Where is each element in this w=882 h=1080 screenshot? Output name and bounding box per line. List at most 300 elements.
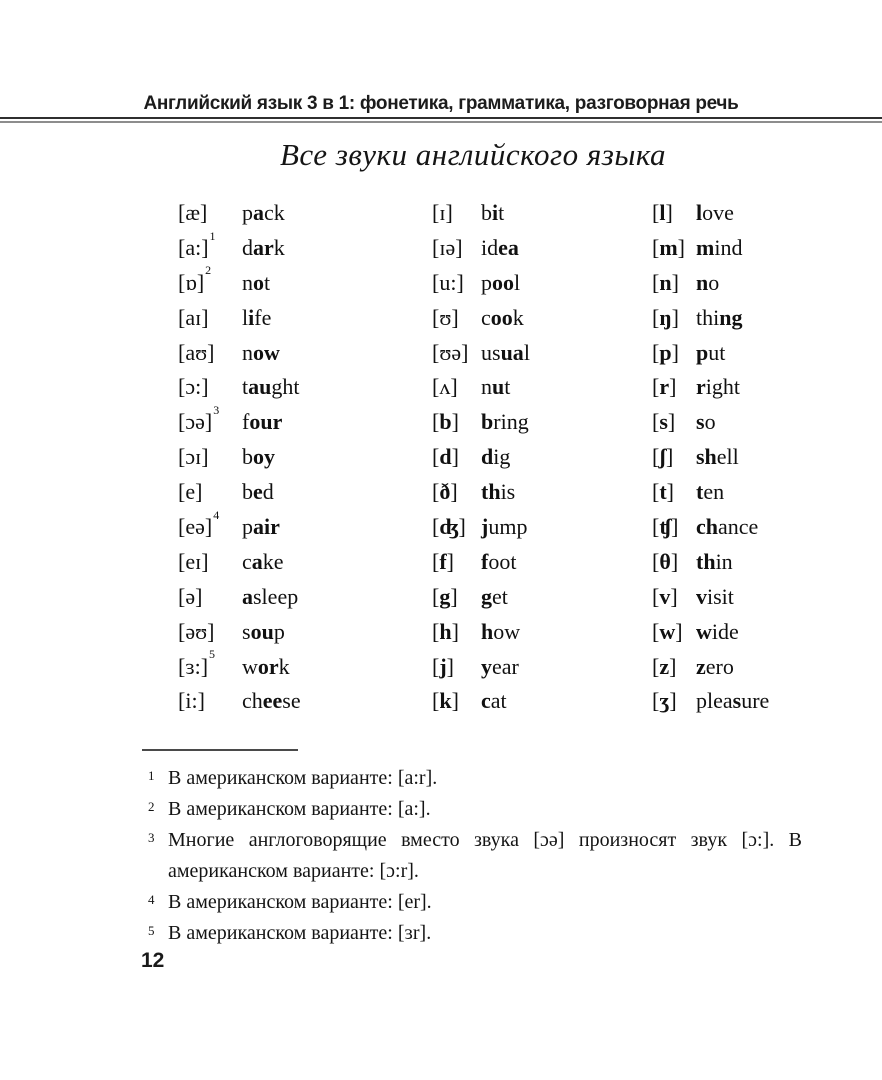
sound-row	[652, 475, 878, 510]
sound-row	[178, 615, 432, 650]
example-word	[696, 615, 739, 650]
sound-row	[652, 615, 878, 650]
bracket-close: ]	[450, 374, 458, 400]
sound-row	[432, 405, 652, 440]
phonetic-symbol	[178, 684, 242, 719]
sound-row	[652, 510, 878, 545]
example-word	[481, 266, 520, 301]
phonetic-symbol	[432, 475, 481, 510]
bracket-close: ]	[451, 444, 459, 470]
word-plain-part: at	[490, 688, 507, 714]
word-bold-part: a	[242, 583, 253, 609]
bracket-close: ]	[450, 583, 458, 609]
bracket-close: ]	[670, 548, 679, 574]
symbol-letters: w	[659, 618, 676, 644]
symbol-letters: m	[659, 234, 678, 260]
bracket-open: [	[432, 514, 440, 540]
example-word	[481, 301, 524, 336]
example-word	[242, 440, 275, 475]
word-bold-part: ou	[250, 618, 274, 644]
sound-row	[178, 228, 432, 266]
bracket-open: [	[432, 409, 440, 435]
footnote	[146, 918, 802, 949]
word-bold-part: ar	[253, 234, 274, 260]
sound-row	[432, 650, 652, 685]
word-plain-part: ide	[711, 618, 739, 644]
word-plain-part: ow	[493, 618, 521, 644]
bracket-close: ]	[201, 548, 209, 574]
symbol-letters: p	[659, 339, 672, 365]
word-bold-part: s	[696, 409, 705, 435]
symbol-letters: ɔɪ	[185, 444, 202, 470]
example-word	[696, 405, 716, 440]
word-plain-part: p	[273, 618, 285, 644]
example-word	[242, 684, 301, 719]
bracket-open: [	[652, 339, 660, 365]
phonetic-symbol	[178, 475, 242, 510]
word-plain-part: k	[273, 234, 285, 260]
sound-row	[652, 580, 878, 615]
sound-row	[178, 580, 432, 615]
phonetic-symbol	[432, 231, 481, 266]
bracket-open: [	[178, 479, 186, 505]
sound-row	[178, 336, 432, 371]
bracket-close: ]	[458, 514, 466, 540]
symbol-letters: æ	[185, 200, 201, 225]
bracket-open: [	[178, 269, 186, 295]
phonetic-symbol	[178, 580, 242, 615]
word-bold-part: c	[481, 688, 491, 714]
example-word	[481, 231, 519, 266]
symbol-letters: u:	[439, 269, 457, 295]
phonetic-symbol	[178, 336, 242, 371]
word-plain-part: ump	[488, 514, 528, 540]
sound-row	[652, 231, 878, 266]
sound-row	[652, 301, 878, 336]
bracket-open: [	[178, 234, 186, 260]
word-plain-part: s	[242, 618, 251, 644]
footnote	[146, 825, 802, 887]
footnotes	[146, 763, 802, 949]
word-bold-part: v	[696, 583, 707, 609]
bracket-open: [	[432, 234, 440, 260]
word-plain-part: in	[715, 548, 733, 574]
sound-row	[178, 405, 432, 440]
word-bold-part: oo	[492, 269, 514, 295]
example-word	[481, 650, 519, 685]
word-bold-part: ee	[262, 688, 283, 714]
sound-row	[432, 545, 652, 580]
phonetic-symbol	[432, 301, 481, 336]
symbol-letters: ʒ	[659, 688, 670, 714]
symbol-letters: h	[439, 618, 452, 644]
word-bold-part: or	[257, 653, 279, 679]
word-plain-part: fe	[254, 304, 272, 330]
word-bold-part: ua	[500, 339, 524, 365]
word-plain-part: ck	[264, 200, 285, 225]
bracket-close: ]	[677, 234, 685, 260]
symbol-letters: ɪə	[439, 234, 456, 260]
bracket-close: ]	[200, 653, 209, 679]
example-word	[696, 196, 734, 231]
phonetic-symbol	[178, 370, 242, 405]
phonetic-symbol	[178, 196, 242, 231]
phonetic-symbol	[652, 370, 696, 405]
word-plain-part: t	[264, 269, 271, 295]
bracket-close: ]	[671, 304, 679, 330]
bracket-close: ]	[456, 269, 464, 295]
phonetic-symbol	[178, 507, 242, 545]
word-plain-part: c	[481, 304, 491, 330]
word-plain-part: ell	[716, 444, 739, 470]
phonetic-symbol	[432, 545, 481, 580]
bracket-close: ]	[195, 479, 203, 505]
bracket-open: [	[652, 409, 660, 435]
bracket-close: ]	[451, 618, 459, 644]
word-bold-part: z	[696, 653, 706, 679]
symbol-letters: z	[659, 653, 670, 679]
bracket-open: [	[178, 444, 186, 470]
symbol-letters: ɜ:	[185, 653, 201, 679]
footnote	[146, 794, 802, 825]
example-word	[481, 196, 504, 231]
word-plain-part: ig	[493, 444, 511, 470]
footnote-marker: 4	[148, 892, 155, 907]
symbol-letters: j	[439, 653, 447, 679]
bracket-open: [	[432, 688, 440, 714]
bracket-open: [	[178, 339, 186, 365]
bracket-close: ]	[455, 234, 463, 260]
word-bold-part: ow	[253, 339, 280, 365]
phonetic-symbol	[652, 510, 696, 545]
bracket-open: [	[432, 374, 440, 400]
phonetic-symbol	[178, 615, 242, 650]
example-word	[242, 370, 300, 405]
bracket-close: ]	[207, 339, 215, 365]
phonetic-symbol	[432, 615, 481, 650]
sound-row	[432, 370, 652, 405]
phonetic-symbol	[178, 545, 242, 580]
symbol-letters: θ	[659, 548, 671, 574]
example-word	[242, 545, 284, 580]
symbol-letters: aʊ	[185, 339, 208, 365]
symbol-letters: ʊ	[439, 304, 452, 330]
word-bold-part: m	[696, 234, 715, 260]
sound-row	[652, 650, 878, 685]
phonetic-symbol	[652, 231, 696, 266]
symbol-letters: ɒ	[185, 269, 197, 295]
phonetic-symbol	[652, 475, 696, 510]
word-bold-part: a	[253, 200, 264, 225]
bracket-open: [	[652, 688, 660, 714]
example-word	[242, 615, 285, 650]
bracket-open: [	[432, 479, 440, 505]
sound-row	[432, 510, 652, 545]
bracket-open: [	[652, 583, 660, 609]
phonetic-symbol	[652, 196, 696, 231]
word-plain-part: sleep	[253, 583, 299, 609]
phonetic-symbol	[178, 263, 242, 301]
word-plain-part: n	[242, 339, 253, 365]
sound-row	[652, 196, 878, 231]
bracket-close: ]	[450, 479, 458, 505]
symbol-letters: ʤ	[439, 514, 459, 540]
word-plain-part: t	[504, 374, 511, 400]
symbol-letters: ʃ	[659, 444, 666, 470]
bracket-open: [	[432, 653, 440, 679]
bracket-close: ]	[196, 269, 205, 295]
sound-row	[432, 684, 652, 719]
phonetic-symbol	[178, 440, 242, 475]
page-title: Все звуки английского языка	[279, 137, 667, 172]
word-plain-part: t	[242, 374, 249, 400]
example-word	[481, 580, 508, 615]
symbol-letters: ŋ	[659, 304, 672, 330]
phonetic-symbol	[652, 684, 696, 719]
symbol-letters: əʊ	[185, 618, 208, 644]
word-plain-part: l	[514, 269, 521, 295]
sound-row	[432, 231, 652, 266]
symbol-letters: ɪ	[439, 200, 446, 225]
word-bold-part: g	[481, 583, 492, 609]
bracket-open: [	[178, 514, 186, 540]
example-word	[696, 336, 725, 371]
phonetic-symbol	[652, 440, 696, 475]
word-plain-part: n	[242, 269, 253, 295]
bracket-open: [	[652, 548, 660, 574]
example-word	[696, 231, 742, 266]
bracket-close: ]	[665, 444, 674, 470]
phonetic-symbol	[432, 650, 481, 685]
phonetic-symbol	[652, 301, 696, 336]
symbol-letters: ʌ	[439, 374, 451, 400]
example-word	[242, 196, 285, 231]
footnote-ref: 4	[213, 507, 220, 522]
example-word	[242, 336, 280, 371]
example-word	[696, 650, 734, 685]
word-plain-part: is	[500, 479, 516, 505]
phonetic-symbol	[432, 580, 481, 615]
word-plain-part: o	[708, 269, 720, 295]
word-plain-part: c	[242, 548, 252, 574]
bracket-open: [	[652, 200, 660, 225]
footnote	[146, 763, 802, 794]
footnote-ref: 5	[209, 647, 216, 662]
word-plain-part: us	[481, 339, 501, 365]
footnote-ref: 1	[209, 228, 216, 243]
phonetic-symbol	[652, 405, 696, 440]
bracket-close: ]	[446, 548, 454, 574]
word-plain-part: f	[242, 409, 250, 435]
word-bold-part: w	[696, 618, 712, 644]
footnote-text: В американском варианте: [ɜr].	[168, 922, 432, 944]
bracket-open: [	[652, 444, 660, 470]
sound-row	[178, 440, 432, 475]
example-word	[696, 580, 734, 615]
example-word	[242, 580, 298, 615]
symbol-letters: v	[659, 583, 671, 609]
example-word	[481, 475, 515, 510]
footnotes-separator	[142, 749, 298, 751]
word-bold-part: air	[253, 514, 280, 540]
bracket-close: ]	[667, 409, 676, 435]
sound-row	[432, 196, 652, 231]
word-bold-part: b	[481, 409, 494, 435]
phonetic-symbol	[432, 510, 481, 545]
symbol-letters: eə	[185, 514, 205, 540]
word-bold-part: j	[481, 514, 489, 540]
page-number: 12	[141, 949, 165, 972]
symbol-letters: n	[659, 269, 672, 295]
phonetic-symbol	[432, 370, 481, 405]
phonetic-symbol	[178, 647, 242, 685]
word-bold-part: th	[696, 548, 716, 574]
word-plain-part: p	[242, 200, 253, 225]
word-plain-part: ure	[741, 688, 770, 714]
bracket-open: [	[652, 479, 660, 505]
example-word	[481, 440, 510, 475]
phonetic-symbol	[178, 228, 242, 266]
sound-row	[178, 545, 432, 580]
example-word	[481, 615, 520, 650]
word-plain-part: ut	[708, 339, 726, 365]
symbol-letters: eɪ	[185, 548, 202, 574]
example-word	[242, 405, 282, 440]
sound-column	[432, 196, 652, 719]
bracket-open: [	[652, 304, 660, 330]
word-bold-part: i	[248, 304, 255, 330]
example-word	[696, 370, 740, 405]
bracket-open: [	[432, 304, 440, 330]
phonetic-symbol	[652, 545, 696, 580]
example-word	[242, 510, 280, 545]
sound-row	[178, 647, 432, 685]
word-bold-part: our	[249, 409, 283, 435]
sound-row	[652, 370, 878, 405]
symbol-letters: e	[185, 479, 196, 505]
bracket-close: ]	[671, 514, 679, 540]
phonetic-symbol	[652, 650, 696, 685]
bracket-close: ]	[451, 304, 459, 330]
footnote-ref: 2	[205, 263, 212, 278]
sound-row	[178, 370, 432, 405]
example-word	[481, 336, 530, 371]
bracket-close: ]	[445, 200, 453, 225]
word-bold-part: ea	[498, 234, 519, 260]
word-plain-part: b	[481, 200, 492, 225]
word-bold-part: oy	[253, 444, 275, 470]
example-word	[481, 510, 527, 545]
word-bold-part: sh	[696, 444, 717, 470]
bracket-close: ]	[669, 688, 677, 714]
symbol-letters: d	[439, 444, 452, 470]
word-plain-part: ear	[492, 653, 519, 679]
phonetic-symbol	[432, 336, 481, 371]
symbol-letters: t	[659, 479, 667, 505]
bracket-open: [	[652, 374, 660, 400]
bracket-close: ]	[666, 479, 674, 505]
footnote-text: Многие англоговорящие вместо звука [ɔə] произносят звук [ɔ:]. В американском варианте: [ɔ:r].	[168, 829, 802, 882]
word-bold-part: u	[492, 374, 505, 400]
bracket-open: [	[178, 618, 186, 644]
sound-row	[178, 301, 432, 336]
bracket-close: ]	[204, 409, 213, 435]
word-plain-part: se	[282, 688, 301, 714]
bracket-close: ]	[671, 269, 679, 295]
word-bold-part: o	[253, 269, 264, 295]
word-plain-part: ring	[493, 409, 529, 435]
sound-row	[178, 507, 432, 545]
word-plain-part: k	[278, 653, 290, 679]
example-word	[242, 650, 290, 685]
symbol-letters: ð	[439, 479, 451, 505]
footnote-ref: 3	[213, 403, 220, 418]
word-plain-part: l	[242, 304, 249, 330]
symbol-letters: k	[439, 688, 452, 714]
bracket-open: [	[432, 444, 440, 470]
bracket-close: ]	[201, 444, 209, 470]
word-bold-part: n	[696, 269, 709, 295]
header-rule-bottom-line	[0, 121, 882, 123]
sound-row	[652, 336, 878, 371]
sound-row	[178, 196, 432, 231]
example-word	[481, 545, 516, 580]
bracket-close: ]	[197, 688, 205, 714]
footnote-marker: 1	[148, 768, 155, 783]
symbol-letters: aɪ	[185, 304, 202, 330]
word-bold-part: s	[732, 688, 742, 714]
bracket-close: ]	[195, 583, 203, 609]
example-word	[696, 475, 724, 510]
bracket-open: [	[652, 618, 660, 644]
symbol-letters: l	[659, 200, 666, 225]
word-plain-part: d	[242, 234, 253, 260]
sound-row	[432, 580, 652, 615]
footnote-text: В американском варианте: [a:r].	[168, 767, 438, 789]
bracket-open: [	[432, 618, 440, 644]
example-word	[696, 510, 758, 545]
bracket-open: [	[178, 548, 186, 574]
sound-row	[178, 263, 432, 301]
phonetic-symbol	[432, 196, 481, 231]
phonetic-symbol	[178, 405, 242, 440]
sound-row	[652, 684, 878, 719]
footnote-marker: 2	[148, 799, 155, 814]
phonetic-symbol	[178, 301, 242, 336]
bracket-open: [	[178, 688, 186, 714]
symbol-letters: b	[439, 409, 452, 435]
word-plain-part: p	[242, 514, 253, 540]
bracket-open: [	[652, 234, 660, 260]
bracket-close: ]	[446, 653, 454, 679]
sound-row	[652, 440, 878, 475]
bracket-open: [	[652, 653, 660, 679]
sound-row	[432, 475, 652, 510]
example-word	[242, 475, 274, 510]
bracket-open: [	[178, 374, 186, 400]
symbol-letters: ʊə	[439, 339, 462, 365]
word-plain-part: id	[481, 234, 499, 260]
word-plain-part: w	[242, 653, 258, 679]
word-plain-part: ove	[702, 200, 734, 225]
bracket-open: [	[178, 200, 186, 225]
sound-row	[432, 301, 652, 336]
phonetic-symbol	[652, 266, 696, 301]
sound-row	[432, 266, 652, 301]
word-bold-part: y	[481, 653, 492, 679]
footnote-text: В американском варианте: [a:].	[168, 798, 431, 820]
symbol-letters: ə	[185, 583, 196, 609]
